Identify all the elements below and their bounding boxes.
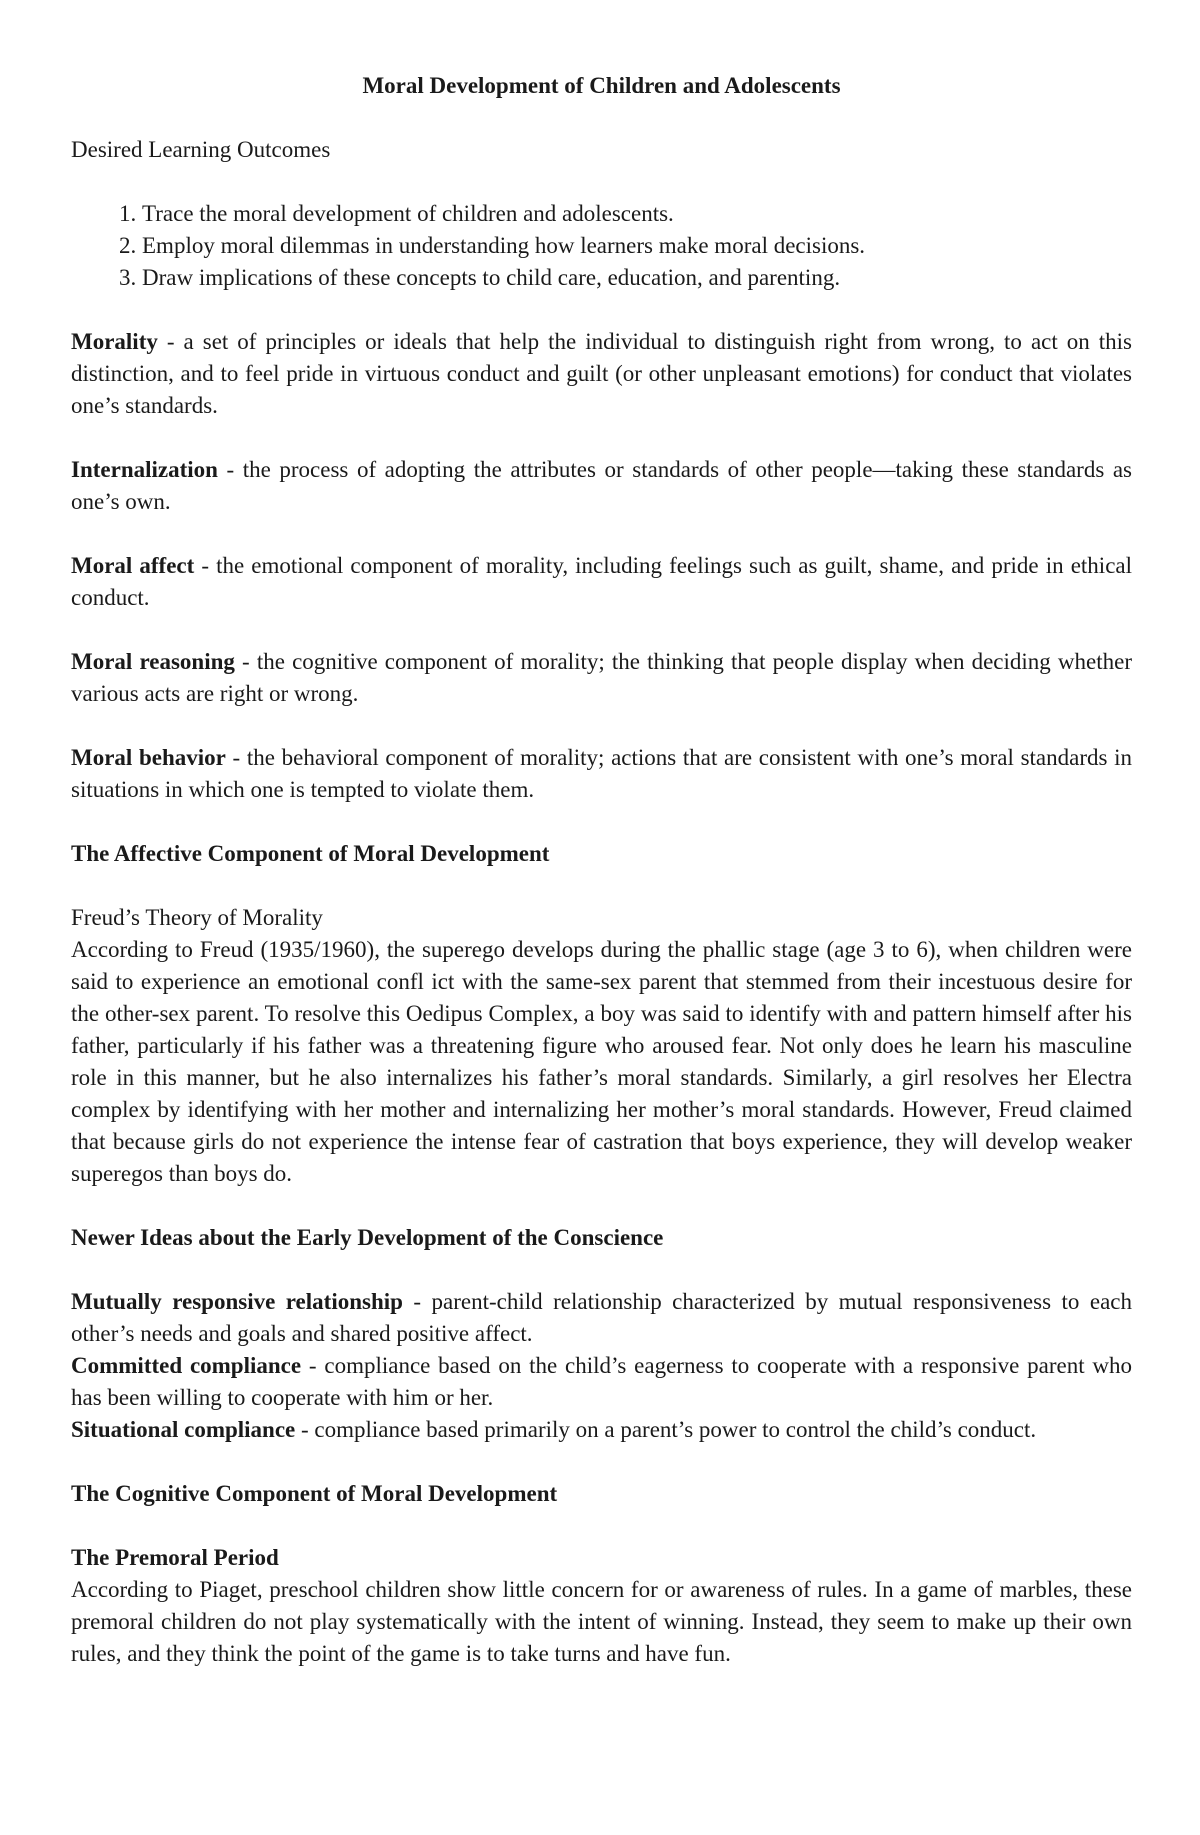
definition-text: - parent-child relationship characterized by mutual responsiveness to each other’s needs and goals and shared positive affect. [71, 1289, 1132, 1346]
definition-text: - the cognitive component of morality; the thinking that people display when deciding whether various acts are right or wrong. [71, 649, 1133, 706]
definition-term: Committed compliance [71, 1353, 302, 1378]
freud-subheading: Freud’s Theory of Morality [71, 905, 323, 930]
definition-moral-behavior [71, 742, 1132, 806]
definition-situational-compliance [71, 1414, 1132, 1446]
document-title: Moral Development of Children and Adolescents [362, 73, 841, 98]
document-page [71, 70, 1132, 1670]
definition-text: - a set of principles or ideals that help the individual to distinguish right from wrong, to act on this distinction, and to feel pride in virtuous conduct and guilt (or other unpleasant emotions) for conduct that violates one’s standards. [71, 329, 1132, 418]
definition-term: Moral affect [71, 553, 195, 578]
freud-paragraph: According to Freud (1935/1960), the superego develops during the phallic stage (age 3 to 6), when children were said to experience an emotional confl ict with the same-sex parent that stemmed from their incestuous desire for the other-sex parent. To resolve this Oedipus Complex, a boy was said to identify with and pattern himself after his father, particularly if his father was a threatening figure who aroused fear. Not only does he learn his masculine role in this manner, but he also internalizes his father’s moral standards. Similarly, a girl resolves her Electra complex by identifying with her mother and internalizing her mother’s moral standards. However, Freud claimed that because girls do not experience the intense fear of castration that boys experience, they will develop weaker superegos than boys do. [71, 937, 1132, 1186]
definition-term: Situational compliance [71, 1417, 296, 1442]
outcome-item: 3. Draw implications of these concepts to child care, education, and parenting. [142, 262, 1132, 294]
definition-mutually-responsive [71, 1286, 1132, 1350]
definition-text: - the process of adopting the attributes or standards of other people—taking these standards as one’s own. [71, 457, 1132, 514]
definition-text: - compliance based primarily on a parent’s power to control the child’s conduct. [295, 1417, 1037, 1442]
definition-term: Mutually responsive relationship [71, 1289, 403, 1314]
definition-text: - the behavioral component of morality; actions that are consistent with one’s moral standards in situations in which one is tempted to violate them. [71, 745, 1132, 802]
definition-moral-reasoning [71, 646, 1132, 710]
affective-section-heading: The Affective Component of Moral Development [71, 841, 550, 866]
outcome-item: 2. Employ moral dilemmas in understanding how learners make moral decisions. [142, 230, 1132, 262]
definition-morality [71, 326, 1132, 422]
definition-term: Moral behavior [71, 745, 226, 770]
definition-internalization [71, 454, 1132, 518]
conscience-section-heading: Newer Ideas about the Early Development of the Conscience [71, 1225, 664, 1250]
definition-committed-compliance [71, 1350, 1132, 1414]
definition-term: Moral reasoning [71, 649, 235, 674]
premoral-subheading: The Premoral Period [71, 1545, 279, 1570]
outcomes-heading: Desired Learning Outcomes [71, 137, 331, 162]
outcomes-list [71, 198, 1132, 294]
definition-term: Internalization [71, 457, 218, 482]
outcome-item: 1. Trace the moral development of children and adolescents. [142, 198, 1132, 230]
cognitive-section-heading: The Cognitive Component of Moral Development [71, 1481, 558, 1506]
definition-text: - the emotional component of morality, including feelings such as guilt, shame, and pride in ethical conduct. [71, 553, 1132, 610]
definition-term: Morality [71, 329, 158, 354]
definition-text: - compliance based on the child’s eagerness to cooperate with a responsive parent who has been willing to cooperate with him or her. [71, 1353, 1132, 1410]
premoral-paragraph: According to Piaget, preschool children show little concern for or awareness of rules. In a game of marbles, these premoral children do not play systematically with the intent of winning. Instead, they seem to make up their own rules, and they think the point of the game is to take turns and have fun. [71, 1577, 1132, 1666]
definition-moral-affect [71, 550, 1132, 614]
